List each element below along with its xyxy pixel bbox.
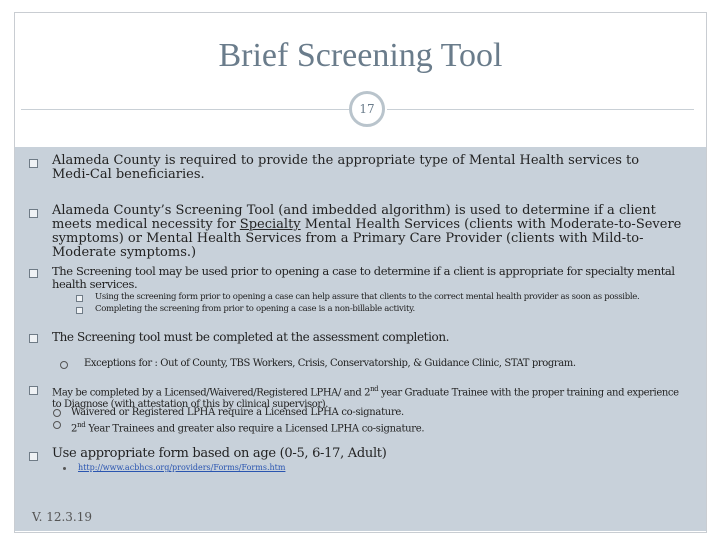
square-bullet-icon bbox=[29, 386, 38, 395]
slide-title: Brief Screening Tool bbox=[218, 37, 503, 74]
bullet-4-text: The Screening tool must be completed at the assessment completion. bbox=[52, 330, 450, 344]
square-bullet-icon bbox=[76, 295, 83, 302]
bullet-6 bbox=[29, 447, 679, 461]
bullet-5-sub-1: Waivered or Registered LPHA require a Licensed LPHA co-signature. bbox=[53, 407, 673, 419]
square-bullet-icon bbox=[29, 159, 38, 168]
bullet-6-text: Use appropriate form based on age (0-5, 6-17, Adult) bbox=[52, 446, 387, 461]
content-panel bbox=[15, 147, 706, 531]
dot-bullet-icon bbox=[63, 467, 66, 470]
square-bullet-icon bbox=[76, 307, 83, 314]
bullet-2-text: Alameda County’s Screening Tool (and imbedded algorithm) is used to determine if a client meets medical necessity for Specialty Mental Health Services (clients with Moderate-to-Severe symptoms) or Mental Health Services from a Primary Care Provider (clients with Mild-to-Moderate symptoms.) bbox=[52, 203, 682, 260]
title-divider-left bbox=[21, 109, 349, 110]
bullet-5-sub-2: 2nd Year Trainees and greater also require a Licensed LPHA co-signature. bbox=[53, 419, 673, 435]
bullet-2 bbox=[29, 204, 684, 260]
circle-bullet-icon bbox=[60, 361, 68, 369]
title-divider-right bbox=[387, 109, 694, 110]
square-bullet-icon bbox=[29, 209, 38, 218]
forms-link[interactable]: http://www.acbhcs.org/providers/Forms/Forms.htm bbox=[78, 463, 286, 472]
bullet-4 bbox=[29, 330, 679, 344]
circle-bullet-icon bbox=[53, 421, 61, 429]
bullet-3-text: The Screening tool may be used prior to opening a case to determine if a client is appropriate for specialty mental health services. bbox=[52, 264, 675, 291]
square-bullet-icon bbox=[29, 452, 38, 461]
bullet-6-sub-1 bbox=[63, 462, 563, 474]
bullet-3-sub-1: Using the screening form prior to opening a case can help assure that clients to the correct mental health provider as soon as possible. bbox=[76, 292, 696, 303]
bullet-4-sub-1: Exceptions for : Out of County, TBS Workers, Crisis, Conservatorship, & Guidance Clinic, STAT program. bbox=[60, 358, 690, 370]
page-number-badge: 17 bbox=[349, 91, 385, 127]
square-bullet-icon bbox=[29, 334, 38, 343]
square-bullet-icon bbox=[29, 269, 38, 278]
bullet-1-text: Alameda County is required to provide the appropriate type of Mental Health services to Medi-Cal beneficiaries. bbox=[52, 153, 640, 182]
version-footer: V. 12.3.19 bbox=[32, 510, 92, 524]
bullet-3 bbox=[29, 265, 679, 291]
specialty-underlined: Specialty bbox=[239, 217, 301, 232]
circle-bullet-icon bbox=[53, 409, 61, 417]
bullet-3-sub-2: Completing the screening from prior to opening a case is a non-billable activity. bbox=[76, 304, 696, 315]
bullet-5-text: May be completed by a Licensed/Waivered/Registered LPHA/ and 2nd year Graduate Trainee with the proper training and experience to Diagnose (with attestation of this by clinical supervisor). bbox=[52, 385, 679, 411]
bullet-1 bbox=[29, 154, 679, 182]
